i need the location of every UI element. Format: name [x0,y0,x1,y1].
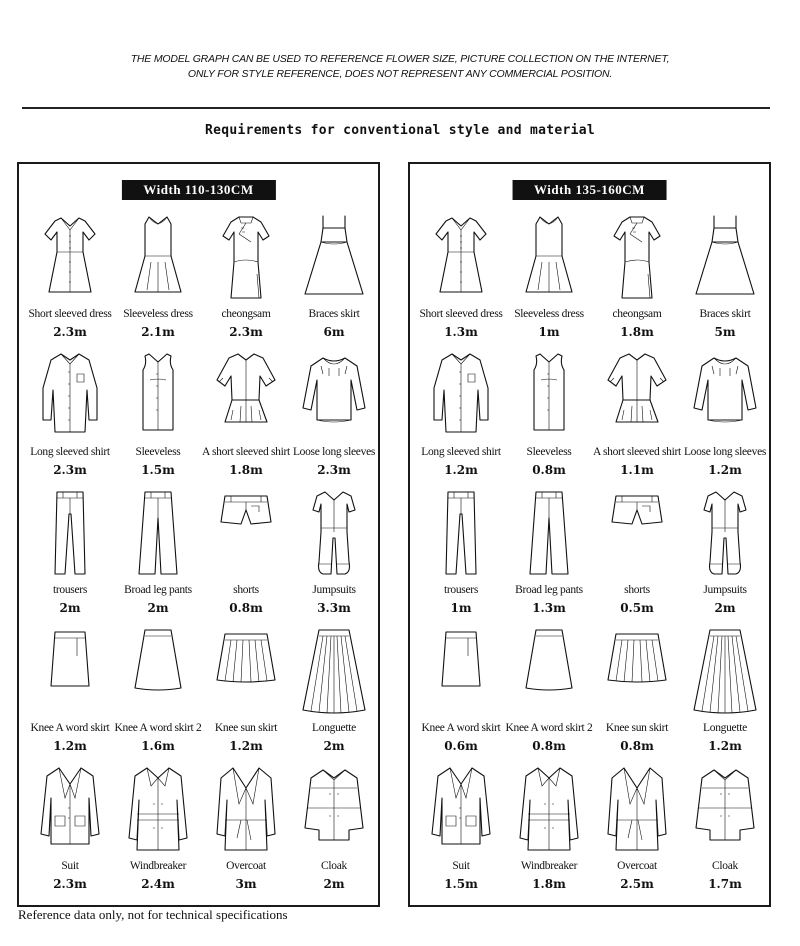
loose-blouse-icon [690,350,760,442]
garment-name: Windbreaker [520,860,578,872]
loose-blouse-icon [299,350,369,442]
cheongsam-icon [602,212,672,304]
garment-name: Overcoat [617,860,657,872]
garment-name: Jumpsuits [703,584,747,596]
garment-name: shorts [624,584,650,596]
garment-name: Sleeveless [135,446,181,458]
divider [22,107,770,109]
fabric-length: 1.1m [620,463,654,477]
fabric-length: 6m [323,325,345,339]
garment-item [504,340,594,477]
garment-item [289,616,379,753]
pleated-skirt-icon [211,626,281,718]
dress-sleeveless-icon [123,212,193,304]
fabric-length: 3.3m [317,601,351,615]
cheongsam-icon [211,212,281,304]
windbreaker-icon [514,764,584,856]
a-line-skirt-2-icon [514,626,584,718]
notice-line-2: ONLY FOR STYLE REFERENCE, DOES NOT REPRESENT ANY COMMERCIAL POSITION. [187,68,613,80]
garment-item [201,616,291,753]
garment-item [680,202,770,339]
garment-name: Short sleeved dress [28,308,112,320]
fabric-length: 5m [714,325,736,339]
fabric-length: 2m [147,601,169,615]
fabric-length: 3m [235,877,257,891]
broad-leg-pants-icon [514,488,584,580]
garment-name: Knee A word skirt 2 [114,722,202,734]
notice-line-1: THE MODEL GRAPH CAN BE USED TO REFERENCE FLOWER SIZE, PICTURE COLLECTION ON THE INTERNET, [130,53,670,65]
fabric-length: 1.2m [708,463,742,477]
cloak-icon [690,764,760,856]
garment-item [416,202,506,339]
braces-skirt-icon [690,212,760,304]
fabric-length: 1m [450,601,472,615]
suit-jacket-icon [35,764,105,856]
fabric-length: 1.2m [53,739,87,753]
windbreaker-icon [123,764,193,856]
garment-name: Sleeveless dress [123,308,193,320]
fabric-length: 2m [323,739,345,753]
garment-item [201,202,291,339]
garment-item [416,616,506,753]
garment-item [25,478,115,615]
garment-name: Loose long sleeves [683,446,767,458]
width-label: Width 135-160CM [512,180,667,200]
longuette-icon [299,626,369,718]
garment-name: Cloak [321,860,347,872]
jumpsuit-icon [690,488,760,580]
fabric-length: 2.5m [620,877,654,891]
suit-jacket-icon [426,764,496,856]
fabric-length: 2.3m [53,463,87,477]
cloak-icon [299,764,369,856]
garment-name: Broad leg pants [124,584,192,596]
panel-wide-width [408,162,771,907]
braces-skirt-icon [299,212,369,304]
dress-sleeveless-icon [514,212,584,304]
shorts-icon [602,488,672,580]
garment-item [113,616,203,753]
fabric-length: 1.6m [141,739,175,753]
overcoat-icon [211,764,281,856]
garment-name: Suit [61,860,79,872]
fabric-length: 2.3m [229,325,263,339]
garment-name: cheongsam [221,308,271,320]
footer-note: Reference data only, not for technical specifications [18,907,288,922]
fabric-length: 1.3m [532,601,566,615]
garment-item [113,754,203,891]
fabric-length: 1.5m [444,877,478,891]
garment-name: cheongsam [612,308,662,320]
garment-name: Knee sun skirt [214,722,278,734]
garment-name: trousers [52,584,87,596]
garment-name: Long sleeved shirt [421,446,501,458]
garment-item [680,616,770,753]
garment-item [201,478,291,615]
long-sleeve-shirt-icon [35,350,105,442]
fabric-length: 2.4m [141,877,175,891]
garment-item [504,478,594,615]
garment-item [680,754,770,891]
garment-name: Longuette [703,722,747,734]
garment-item [25,340,115,477]
fabric-length: 1.3m [444,325,478,339]
ruffle-shirt-icon [602,350,672,442]
garment-item [592,340,682,477]
garment-item [592,202,682,339]
fabric-length: 0.8m [532,463,566,477]
sleeveless-top-icon [514,350,584,442]
garment-name: A short sleeved shirt [202,446,290,458]
fabric-length: 1m [538,325,560,339]
jumpsuit-icon [299,488,369,580]
garment-item [289,754,379,891]
garment-item [201,754,291,891]
garment-name: Windbreaker [129,860,187,872]
garment-name: shorts [233,584,259,596]
garment-name: A short sleeved shirt [593,446,681,458]
garment-item [680,478,770,615]
fabric-length: 1.8m [532,877,566,891]
a-line-skirt-icon [426,626,496,718]
fabric-length: 0.6m [444,739,478,753]
garment-name: Longuette [312,722,356,734]
garment-name: Loose long sleeves [292,446,376,458]
garment-item [113,478,203,615]
garment-item [289,202,379,339]
fabric-length: 2m [59,601,81,615]
dress-short-sleeve-icon [426,212,496,304]
garment-item [592,754,682,891]
fabric-length: 2m [323,877,345,891]
a-line-skirt-2-icon [123,626,193,718]
width-label: Width 110-130CM [121,180,275,200]
broad-leg-pants-icon [123,488,193,580]
garment-name: Jumpsuits [312,584,356,596]
dress-short-sleeve-icon [35,212,105,304]
garment-name: Broad leg pants [515,584,583,596]
garment-item [113,202,203,339]
garment-name: Cloak [712,860,738,872]
garment-item [504,202,594,339]
fabric-length: 1.8m [229,463,263,477]
garment-item [201,340,291,477]
garment-name: Braces skirt [699,308,751,320]
garment-name: Short sleeved dress [419,308,503,320]
garment-name: Sleeveless dress [514,308,584,320]
page-heading: Requirements for conventional style and material [204,123,596,138]
fabric-length: 2.3m [53,877,87,891]
trousers-icon [426,488,496,580]
fabric-length: 2.3m [317,463,351,477]
fabric-length: 0.8m [229,601,263,615]
fabric-length: 1.8m [620,325,654,339]
long-sleeve-shirt-icon [426,350,496,442]
garment-item [113,340,203,477]
garment-item [416,478,506,615]
fabric-length: 1.2m [229,739,263,753]
garment-name: Braces skirt [308,308,360,320]
garment-item [25,754,115,891]
overcoat-icon [602,764,672,856]
garment-item [416,340,506,477]
fabric-length: 2.3m [53,325,87,339]
garment-item [592,478,682,615]
fabric-length: 1.2m [444,463,478,477]
garment-name: Long sleeved shirt [30,446,110,458]
garment-name: trousers [443,584,478,596]
garment-name: Suit [452,860,470,872]
fabric-length: 0.8m [532,739,566,753]
fabric-length: 0.8m [620,739,654,753]
disclaimer-notice [0,52,800,82]
ruffle-shirt-icon [211,350,281,442]
panel-narrow-width [17,162,380,907]
sleeveless-top-icon [123,350,193,442]
garment-name: Knee A word skirt [30,722,110,734]
a-line-skirt-icon [35,626,105,718]
trousers-icon [35,488,105,580]
garment-item [289,340,379,477]
fabric-length: 1.5m [141,463,175,477]
garment-item [25,202,115,339]
garment-item [289,478,379,615]
pleated-skirt-icon [602,626,672,718]
garment-name: Sleeveless [526,446,572,458]
fabric-length: 1.7m [708,877,742,891]
garment-name: Overcoat [226,860,266,872]
fabric-length: 2.1m [141,325,175,339]
garment-item [25,616,115,753]
garment-item [680,340,770,477]
fabric-length: 1.2m [708,739,742,753]
garment-name: Knee A word skirt [421,722,501,734]
garment-item [592,616,682,753]
garment-name: Knee sun skirt [605,722,669,734]
garment-name: Knee A word skirt 2 [505,722,593,734]
shorts-icon [211,488,281,580]
fabric-length: 0.5m [620,601,654,615]
longuette-icon [690,626,760,718]
garment-item [504,616,594,753]
garment-item [416,754,506,891]
garment-item [504,754,594,891]
fabric-length: 2m [714,601,736,615]
